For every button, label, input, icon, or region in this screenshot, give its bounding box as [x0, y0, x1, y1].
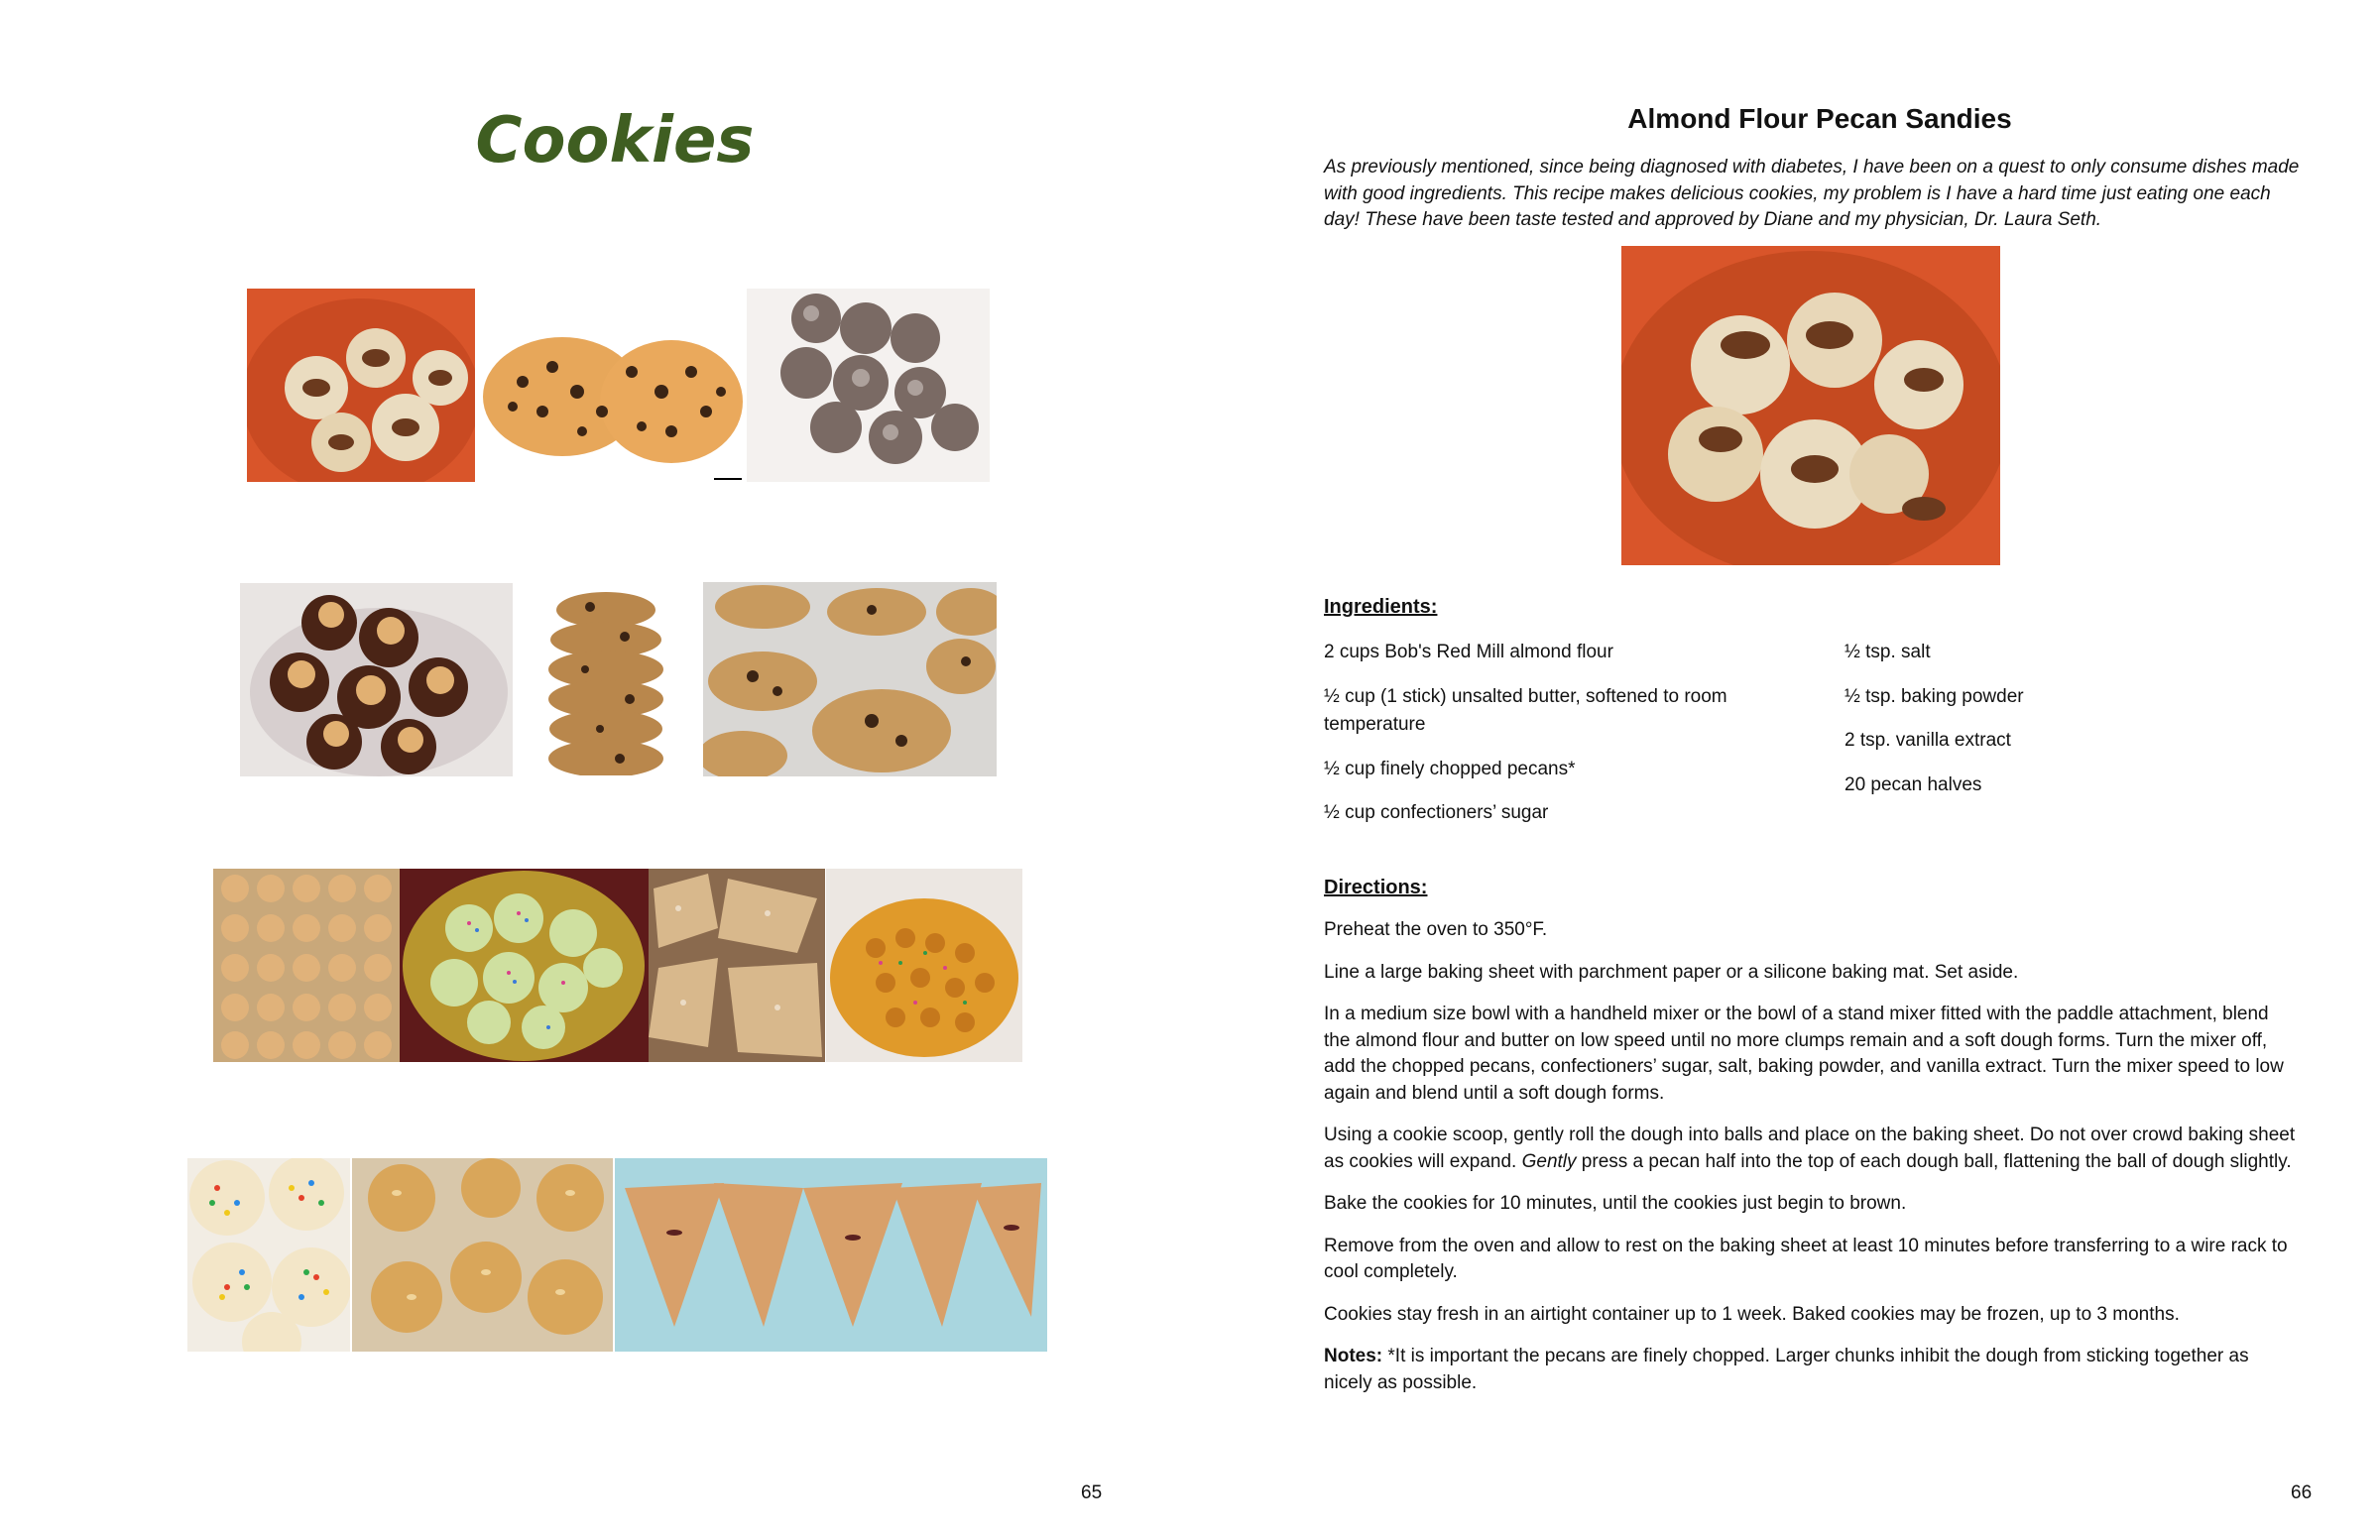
direction-step — [1324, 1123, 2296, 1175]
ingredient-item: 20 pecan halves — [1844, 773, 1982, 795]
page-number: 66 — [2291, 1482, 2313, 1503]
ingredients-heading: Ingredients: — [1324, 596, 1438, 618]
stacked-cookies-photo — [531, 585, 681, 775]
buckeyes-photo — [240, 583, 513, 776]
direction-step: Remove from the oven and allow to rest on the baking sheet at least 10 minutes before transferring to a wire rack to cool completely. — [1324, 1235, 2288, 1282]
notes-label: Notes: — [1324, 1346, 1383, 1366]
ingredient-item: 2 tsp. vanilla extract — [1844, 730, 2011, 751]
ingredient-item: ½ cup finely chopped pecans* — [1324, 758, 1576, 779]
recipe-title: Almond Flour Pecan Sandies — [1627, 103, 2012, 134]
pine-nut-cookies-photo — [352, 1158, 613, 1352]
struffoli-photo — [826, 869, 1022, 1062]
ingredient-item: 2 cups Bob's Red Mill almond flour — [1324, 642, 1613, 662]
direction-step: In a medium size bowl with a handheld mixer or the bowl of a stand mixer fitted with the paddle attachment, blend the almond flour and butter on low speed until no more clumps remain and a soft dough forms. Turn the mixer off, add the chopped pecans, confectioners’ sugar, salt, baking powder, and vanilla extract. Turn the mixer speed to low again and blend until a soft dough forms. — [1324, 1004, 2284, 1104]
directions-heading: Directions: — [1324, 877, 1428, 898]
direction-step: Cookies stay fresh in an airtight container up to 1 week. Baked cookies may be frozen, up to 3 months. — [1324, 1303, 2180, 1325]
direction-step: Line a large baking sheet with parchment paper or a silicone baking mat. Set aside. — [1324, 961, 2019, 983]
recipe-intro: As previously mentioned, since being diagnosed with diabetes, I have been on a quest to only consume dishes made with good ingredients. This recipe makes delicious cookies, my problem is I have a hard time just eating one each day! These have been taste tested and approved by Diane and my physician, Dr. Laura Seth. — [1324, 157, 2300, 230]
notes-text: *It is important the pecans are finely chopped. Larger chunks inhibit the dough from sticking together as nicely as possible. — [1324, 1346, 2249, 1393]
pecan-sandies-photo — [247, 289, 475, 482]
directions-list — [1324, 917, 2296, 1412]
direction-step: Preheat the oven to 350°F. — [1324, 919, 1548, 940]
glazed-sprinkle-cookies-photo — [400, 869, 649, 1062]
divider-mark — [714, 478, 742, 480]
direction-text: Using a cookie scoop, gently roll the dough into balls and place on the baking sheet. Do not over crowd baking sheet as cookies will expand. — [1324, 1125, 2296, 1172]
ingredient-item: ½ tsp. baking powder — [1844, 685, 2024, 707]
recipe-hero-photo — [1621, 246, 2000, 565]
section-title: Cookies — [475, 104, 755, 178]
ingredients-list-right — [1844, 639, 2261, 815]
page-number: 65 — [1081, 1482, 1103, 1503]
sugared-pastry-strips-photo — [649, 869, 825, 1062]
hand-pies-photo — [615, 1158, 1047, 1352]
sesame-cookies-tray-photo — [213, 869, 400, 1062]
ingredient-item: ½ cup confectioners’ sugar — [1324, 802, 1549, 823]
chocolate-chip-cookies-tray-photo — [703, 582, 997, 776]
sprinkle-cookies-photo — [187, 1158, 350, 1352]
chocolate-chip-cookies-photo — [483, 312, 743, 471]
ingredients-list-left — [1324, 639, 1810, 844]
ingredient-item: ½ tsp. salt — [1844, 642, 1931, 662]
direction-emphasis: Gently — [1521, 1150, 1577, 1172]
direction-text: press a pecan half into the top of each dough ball, flattening the ball of dough slightly. — [1576, 1150, 2292, 1172]
direction-step: Bake the cookies for 10 minutes, until the cookies just begin to brown. — [1324, 1193, 1907, 1214]
ingredient-item: ½ cup (1 stick) unsalted butter, softened to room temperature — [1324, 685, 1727, 735]
notes — [1324, 1344, 2296, 1396]
chocolate-snowball-cookies-photo — [747, 289, 990, 482]
